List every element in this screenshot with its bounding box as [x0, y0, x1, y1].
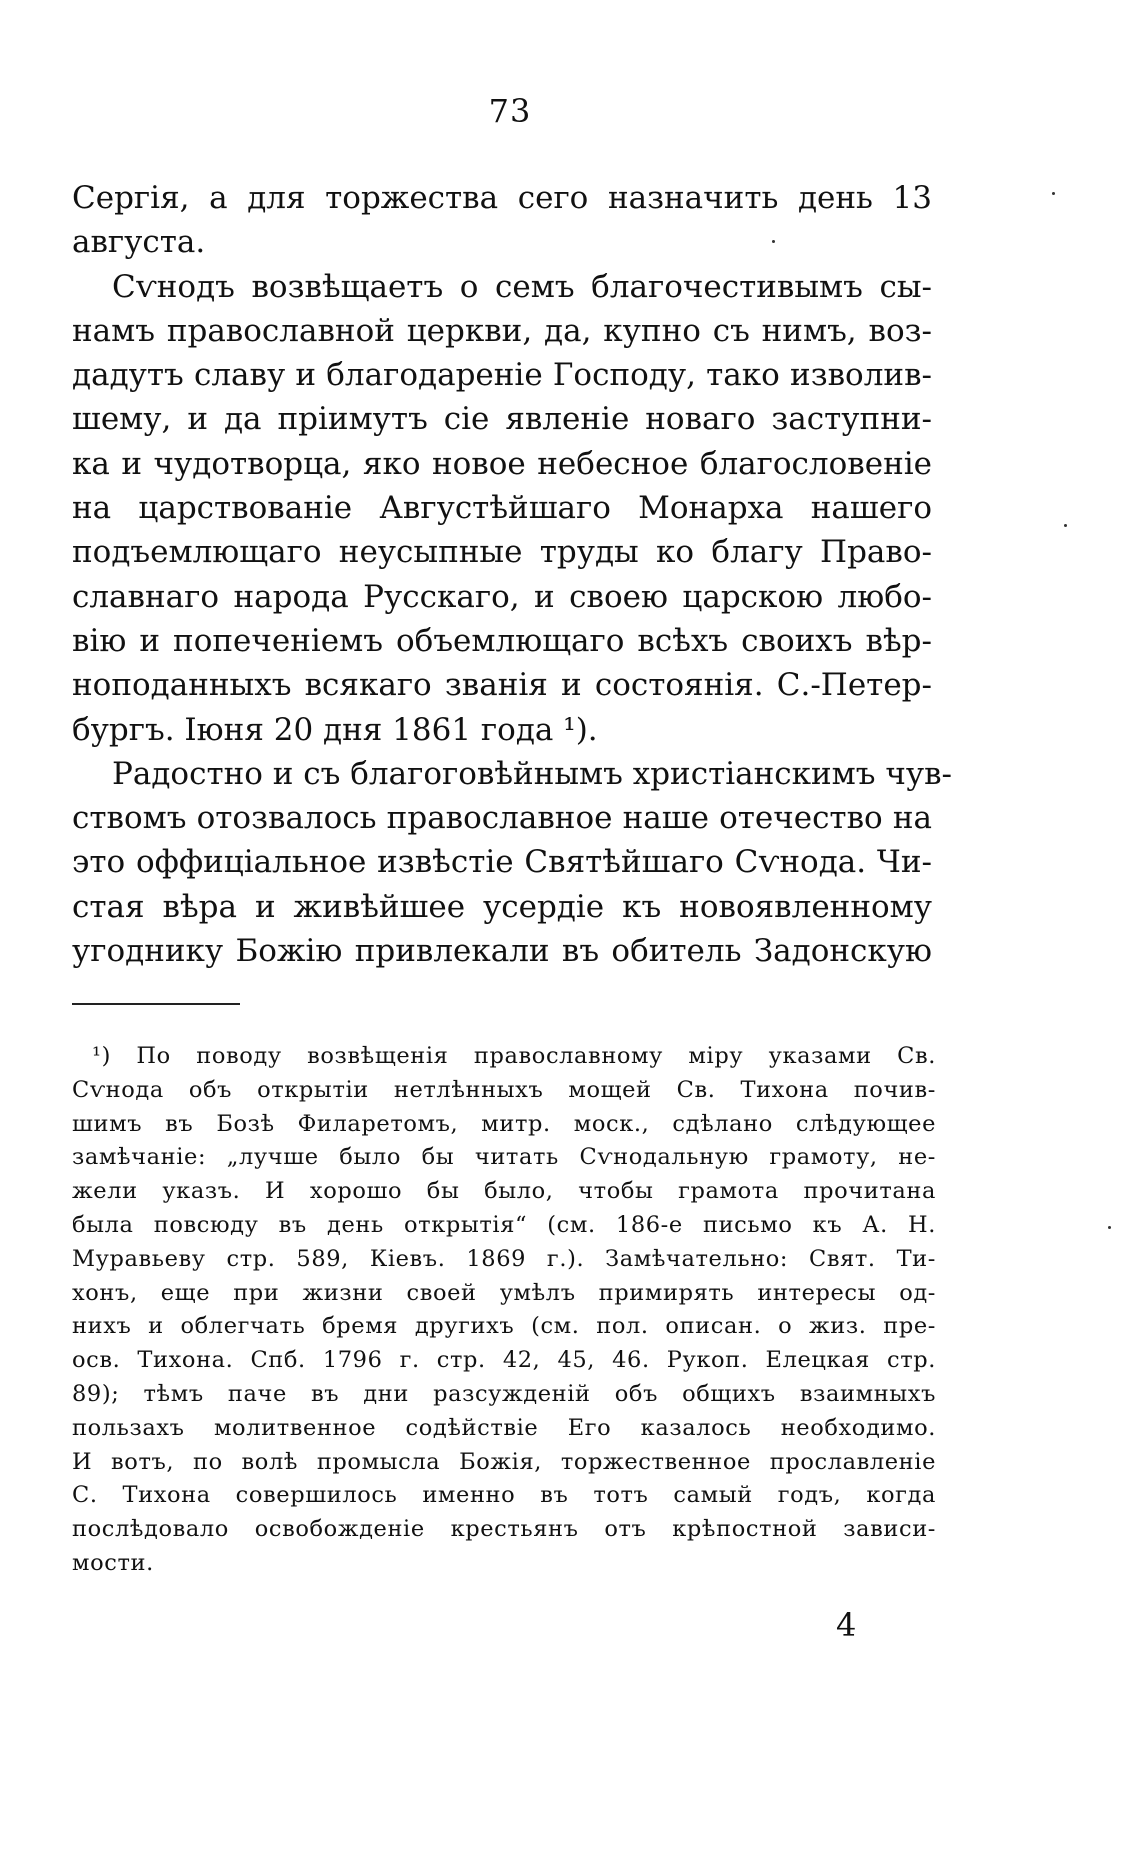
- text-line: вію и попеченіемъ объемлющаго всѣхъ своихъ вѣр-: [72, 622, 932, 659]
- scan-speck: [772, 240, 775, 243]
- footnote-line: И вотъ, по волѣ промысла Божія, торжественное прославленіе: [72, 1448, 936, 1475]
- footnote-line: жели указъ. И хорошо бы было, чтобы грамота прочитана: [72, 1178, 936, 1205]
- text-line: это оффиціальное извѣстіе Святѣйшаго Сѵнода. Чи-: [72, 844, 932, 881]
- text-line: бургъ. Іюня 20 дня 1861 года ¹).: [72, 711, 598, 748]
- scan-speck: [1052, 192, 1055, 195]
- page-number: 73: [488, 92, 532, 130]
- footnote-divider: [72, 1003, 240, 1005]
- footnote-line: Муравьеву стр. 589, Кіевъ. 1869 г.). Замѣчательно: Свят. Ти-: [72, 1245, 936, 1272]
- text-line: Сергія, а для торжества сего назначить день 13: [72, 180, 932, 216]
- signature-mark: 4: [836, 1606, 857, 1644]
- text-line: славнаго народа Русскаго, и своею царскою любо-: [72, 578, 932, 615]
- footnote-line: послѣдовало освобожденіе крестьянъ отъ крѣпостной зависи-: [72, 1516, 936, 1543]
- text-line: шему, и да пріимутъ сіе явленіе новаго заступни-: [72, 401, 932, 438]
- footnote-line: мости.: [72, 1549, 154, 1576]
- footnote-line: была повсюду въ день открытія“ (см. 186-е письмо къ А. Н.: [72, 1211, 936, 1238]
- text-line: ноподанныхъ всякаго званія и состоянія. С.-Петер-: [72, 667, 932, 704]
- text-line: угоднику Божію привлекали въ обитель Задонскую: [72, 933, 932, 970]
- footnote-line: осв. Тихона. Спб. 1796 г. стр. 42, 45, 46. Рукоп. Елецкая стр.: [72, 1347, 936, 1374]
- text-line: ка и чудотворца, яко новое небесное благословеніе: [72, 445, 932, 482]
- text-line: подъемлющаго неусыпные труды ко благу Право-: [72, 534, 932, 571]
- text-line: дадутъ славу и благодареніе Господу, тако изволив-: [72, 357, 932, 394]
- text-line: ствомъ отозвалось православное наше отечество на: [72, 800, 932, 837]
- footnote-line: 89); тѣмъ паче въ дни разсужденій объ общихъ взаимныхъ: [72, 1380, 936, 1407]
- text-line: на царствованіе Августѣйшаго Монарха нашего: [72, 490, 932, 527]
- footnote-line: замѣчаніе: „лучше было бы читать Сѵнодальную грамоту, не-: [72, 1144, 936, 1171]
- text-line: августа.: [72, 224, 206, 261]
- footnote: [72, 1040, 936, 1581]
- text-line: стая вѣра и живѣйшее усердіе къ новоявленному: [72, 888, 932, 925]
- text-line: Сѵнодъ возвѣщаетъ о семъ благочестивымъ сы-: [112, 268, 932, 305]
- footnote-line: шимъ въ Бозѣ Филаретомъ, митр. моск., сдѣлано слѣдующее: [72, 1110, 936, 1137]
- footnote-line: С. Тихона совершилось именно въ тотъ самый годъ, когда: [72, 1482, 936, 1509]
- footnote-line: Сѵнода объ открытіи нетлѣнныхъ мощей Св. Тихона почив-: [72, 1076, 936, 1103]
- text-line: намъ православной церкви, да, купно съ нимъ, воз-: [72, 312, 932, 349]
- scan-speck: [1108, 1226, 1111, 1229]
- footnote-line: пользахъ молитвенное содѣйствіе Его казалось необходимо.: [72, 1414, 936, 1441]
- footnote-line: хонъ, еще при жизни своей умѣлъ примирять интересы од-: [72, 1279, 936, 1306]
- footnote-line: нихъ и облегчать бремя другихъ (см. пол. описан. о жиз. пре-: [72, 1313, 936, 1340]
- footnote-line: ¹) По поводу возвѣщенія православному міру указами Св.: [92, 1043, 936, 1069]
- scan-speck: [1064, 524, 1067, 527]
- text-line: Радостно и съ благоговѣйнымъ христіанскимъ чув-: [112, 755, 953, 792]
- main-text: [72, 176, 953, 973]
